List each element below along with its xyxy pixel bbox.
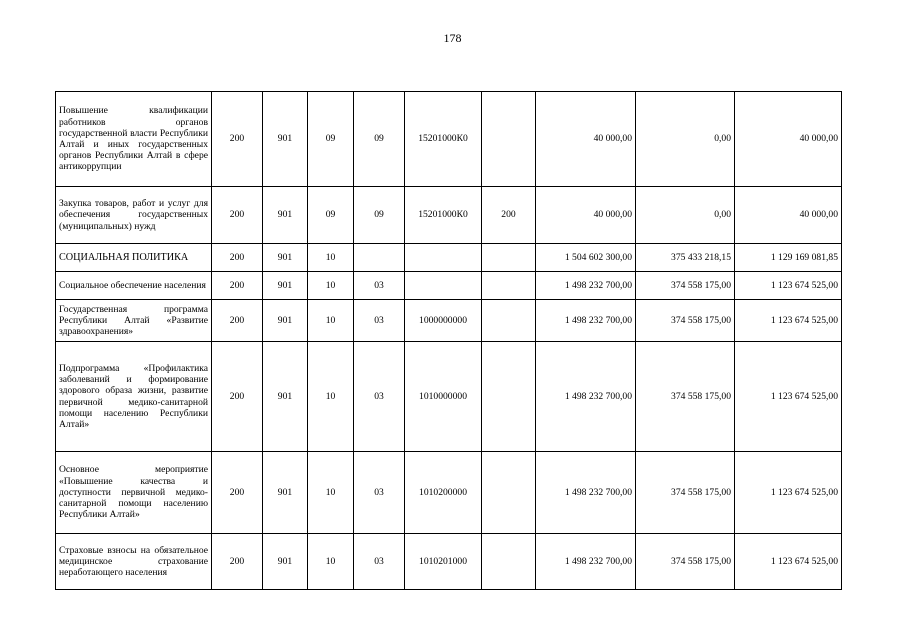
cell-subsection [354,244,405,272]
cell-rest: 1 123 674 525,00 [735,452,842,534]
cell-subsection: 03 [354,452,405,534]
row-name: Социальное обеспечение населения [56,272,212,300]
row-name: Основное мероприятие «Повышение качества и доступности первичной медико-санитарной помощи населению Республики Алтай» [56,452,212,534]
cell-target: 15201000К0 [405,187,482,244]
cell-done: 374 558 175,00 [636,534,735,590]
cell-admin: 200 [212,534,263,590]
cell-section: 10 [308,300,354,342]
cell-target: 1010201000 [405,534,482,590]
cell-rest: 40 000,00 [735,187,842,244]
cell-done: 374 558 175,00 [636,342,735,452]
cell-section: 10 [308,452,354,534]
cell-admin: 200 [212,300,263,342]
cell-rest: 1 123 674 525,00 [735,272,842,300]
cell-section: 10 [308,534,354,590]
page-number: 178 [443,31,462,45]
cell-subsection: 09 [354,187,405,244]
cell-target: 1010000000 [405,342,482,452]
table-row [56,187,842,244]
cell-subsection: 09 [354,92,405,187]
cell-subsection: 03 [354,300,405,342]
cell-rest: 1 123 674 525,00 [735,300,842,342]
cell-admin: 200 [212,272,263,300]
row-name: СОЦИАЛЬНАЯ ПОЛИТИКА [56,244,212,272]
cell-rest: 1 123 674 525,00 [735,534,842,590]
cell-plan: 1 498 232 700,00 [536,300,636,342]
cell-type [482,534,536,590]
cell-admin: 200 [212,244,263,272]
cell-section: 10 [308,244,354,272]
cell-plan: 1 498 232 700,00 [536,272,636,300]
cell-rest: 1 123 674 525,00 [735,342,842,452]
cell-type [482,342,536,452]
row-name: Страховые взносы на обязательное медицинское страхование неработающего населения [56,534,212,590]
cell-subsection: 03 [354,534,405,590]
row-name: Повышение квалификации работников органов государственной власти Республики Алтай и иных государственных органов Республики Алтай в сфере антикоррупции [56,92,212,187]
cell-code: 901 [263,452,308,534]
cell-target [405,244,482,272]
table-row [56,534,842,590]
cell-done: 0,00 [636,187,735,244]
table-row [56,272,842,300]
cell-done: 0,00 [636,92,735,187]
table-row [56,342,842,452]
cell-type: 200 [482,187,536,244]
cell-done: 374 558 175,00 [636,452,735,534]
cell-plan: 40 000,00 [536,187,636,244]
budget-table [55,91,842,590]
cell-code: 901 [263,187,308,244]
cell-type [482,300,536,342]
table-row [56,452,842,534]
cell-plan: 1 498 232 700,00 [536,342,636,452]
cell-type [482,244,536,272]
row-name: Закупка товаров, работ и услуг для обеспечения государственных (муниципальных) нужд [56,187,212,244]
table-row [56,300,842,342]
cell-target: 1000000000 [405,300,482,342]
cell-type [482,272,536,300]
cell-target [405,272,482,300]
cell-done: 374 558 175,00 [636,272,735,300]
cell-admin: 200 [212,342,263,452]
cell-code: 901 [263,92,308,187]
cell-admin: 200 [212,187,263,244]
cell-rest: 1 129 169 081,85 [735,244,842,272]
cell-rest: 40 000,00 [735,92,842,187]
cell-done: 375 433 218,15 [636,244,735,272]
cell-target: 1010200000 [405,452,482,534]
cell-subsection: 03 [354,272,405,300]
cell-subsection: 03 [354,342,405,452]
cell-type [482,92,536,187]
cell-plan: 40 000,00 [536,92,636,187]
cell-section: 10 [308,342,354,452]
cell-admin: 200 [212,92,263,187]
table-row [56,92,842,187]
cell-plan: 1 498 232 700,00 [536,534,636,590]
cell-type [482,452,536,534]
cell-code: 901 [263,534,308,590]
cell-section: 09 [308,92,354,187]
cell-code: 901 [263,244,308,272]
table-row [56,244,842,272]
cell-target: 15201000К0 [405,92,482,187]
cell-code: 901 [263,342,308,452]
row-name: Подпрограмма «Профилактика заболеваний и формирование здорового образа жизни, развитие первичной медико-санитарной помощи населению Республики Алтай» [56,342,212,452]
cell-plan: 1 504 602 300,00 [536,244,636,272]
cell-section: 09 [308,187,354,244]
cell-done: 374 558 175,00 [636,300,735,342]
cell-section: 10 [308,272,354,300]
cell-plan: 1 498 232 700,00 [536,452,636,534]
cell-code: 901 [263,272,308,300]
cell-code: 901 [263,300,308,342]
row-name: Государственная программа Республики Алтай «Развитие здравоохранения» [56,300,212,342]
cell-admin: 200 [212,452,263,534]
